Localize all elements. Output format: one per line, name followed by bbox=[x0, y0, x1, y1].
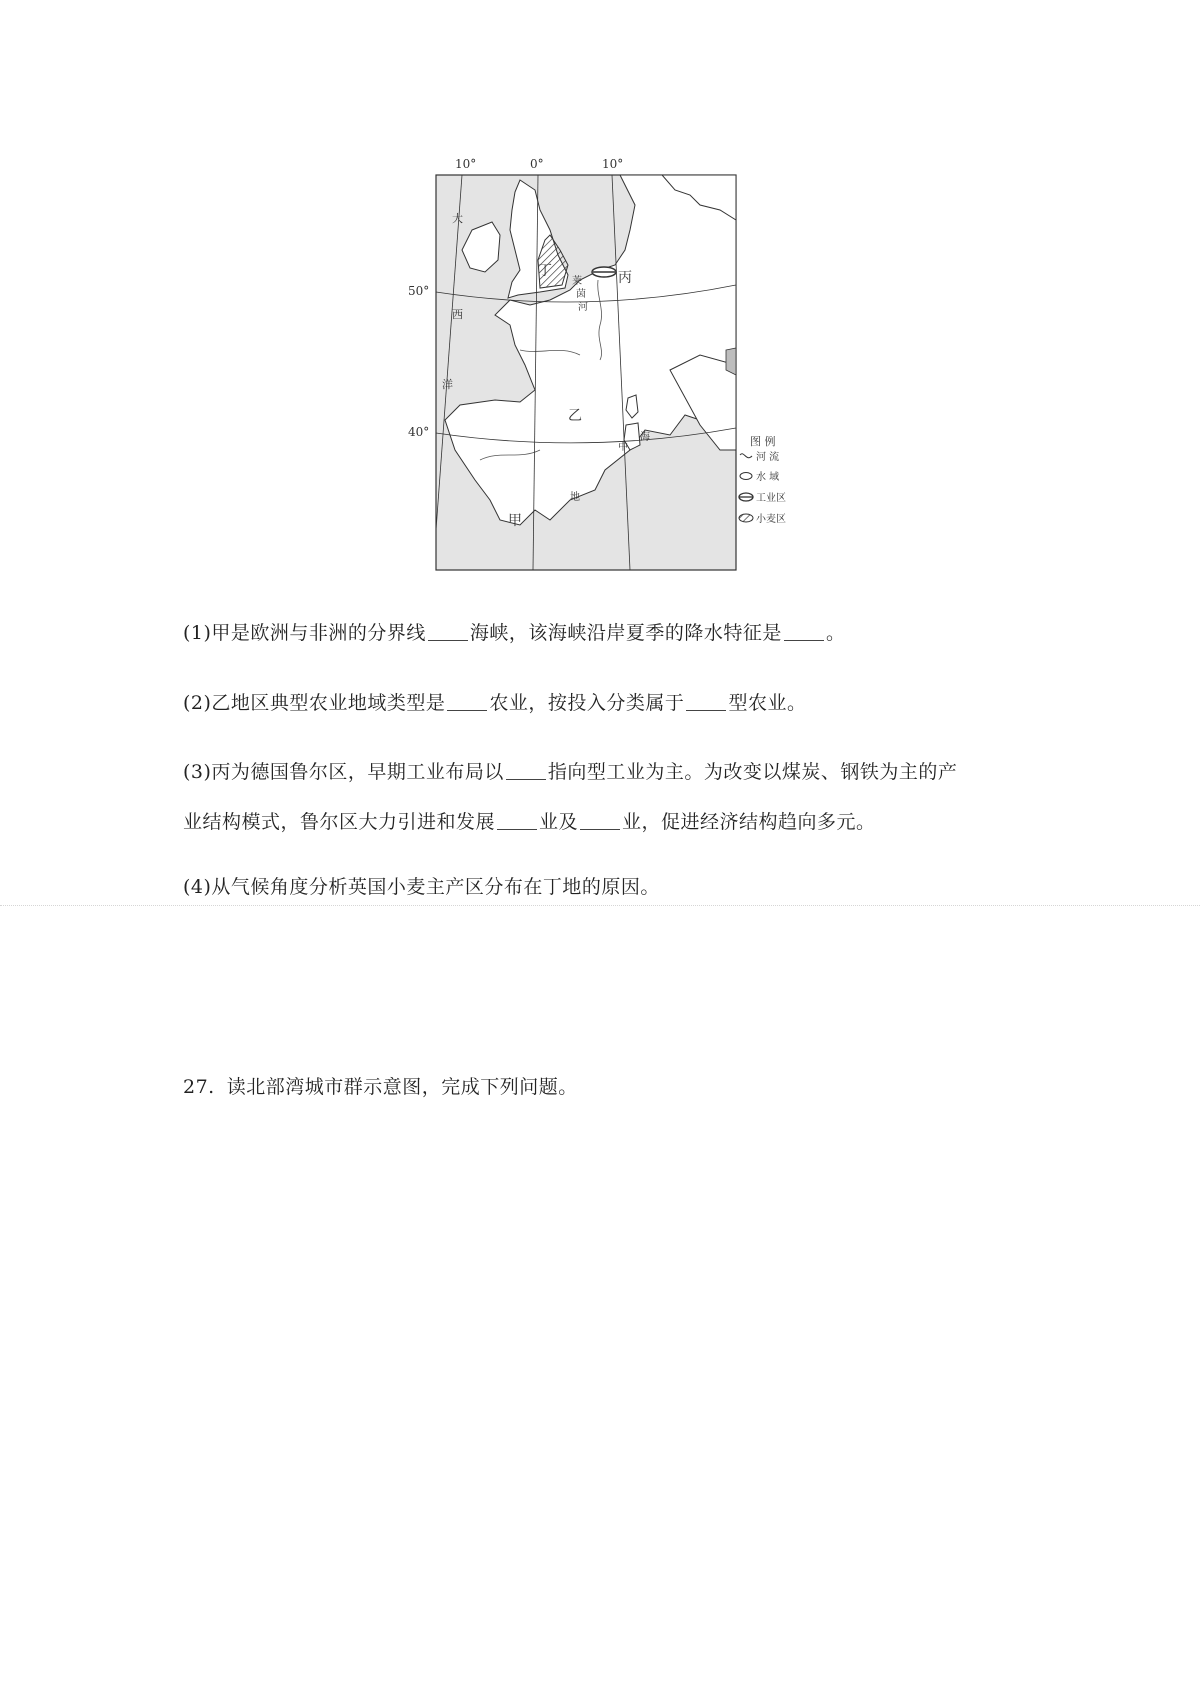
legend-water-icon bbox=[740, 473, 752, 480]
answer-blank[interactable] bbox=[506, 760, 546, 780]
question-2: (2)乙地区典型农业地域类型是 农业，按投入分类属于 型农业。 bbox=[183, 692, 807, 714]
question-27 bbox=[183, 1072, 578, 1099]
river-label-rhine-3: 河 bbox=[578, 302, 588, 313]
question-3-line-2: 业结构模式，鲁尔区大力引进和发展 业及 业，促进经济结构趋向多元。 bbox=[183, 811, 876, 833]
question-number: 27. bbox=[183, 1076, 215, 1098]
answer-blank[interactable] bbox=[497, 810, 537, 830]
place-label-yi: 乙 bbox=[568, 408, 582, 424]
legend-river-label: 河 流 bbox=[756, 452, 780, 463]
legend-title: 图 例 bbox=[750, 435, 776, 448]
place-label-ding: 丁 bbox=[538, 263, 552, 279]
answer-blank[interactable] bbox=[686, 691, 726, 711]
sea-label-med-1: 地 bbox=[570, 492, 580, 503]
lat-label-50: 50° bbox=[408, 284, 430, 298]
place-label-bing: 丙 bbox=[618, 270, 632, 286]
europe-map-figure bbox=[400, 150, 810, 580]
question-text: 读北部湾城市群示意图，完成下列问题。 bbox=[226, 1076, 578, 1098]
sea-label-atlantic-1: 大 bbox=[452, 212, 463, 225]
lat-label-40: 40° bbox=[408, 425, 430, 439]
sea-label-atlantic-3: 洋 bbox=[442, 378, 453, 391]
legend-industry-label: 工业区 bbox=[756, 493, 786, 504]
answer-blank[interactable] bbox=[580, 810, 620, 830]
sea-label-med-2: 中 bbox=[618, 442, 628, 453]
answer-blank[interactable] bbox=[428, 621, 468, 641]
legend-water-label: 水 域 bbox=[756, 472, 780, 483]
sea-label-atlantic-2: 西 bbox=[452, 308, 463, 321]
sea-label-med-3: 海 bbox=[640, 432, 650, 443]
water-adriatic bbox=[726, 348, 736, 375]
legend-wheat-icon bbox=[739, 514, 753, 522]
place-label-jia: 甲 bbox=[508, 513, 522, 529]
question-1: (1)甲是欧洲与非洲的分界线 海峡，该海峡沿岸夏季的降水特征是 。 bbox=[183, 622, 846, 644]
lon-label-w10: 10° bbox=[455, 157, 477, 171]
river-label-rhine-2: 茵 bbox=[576, 289, 586, 300]
lon-label-0: 0° bbox=[530, 157, 544, 171]
map-legend bbox=[739, 434, 786, 525]
europe-map bbox=[400, 150, 810, 580]
answer-blank[interactable] bbox=[784, 621, 824, 641]
question-4: (4)从气候角度分析英国小麦主产区分布在丁地的原因。 bbox=[183, 876, 660, 898]
question-3-line-1: (3)丙为德国鲁尔区，早期工业布局以 指向型工业为主。为改变以煤炭、钢铁为主的产 bbox=[183, 761, 958, 783]
page-divider bbox=[0, 905, 1200, 906]
answer-blank[interactable] bbox=[447, 691, 487, 711]
river-label-rhine-1: 莱 bbox=[572, 276, 582, 287]
lon-label-e10: 10° bbox=[602, 157, 624, 171]
legend-wheat-label: 小麦区 bbox=[756, 514, 786, 525]
legend-river-icon bbox=[740, 454, 752, 458]
